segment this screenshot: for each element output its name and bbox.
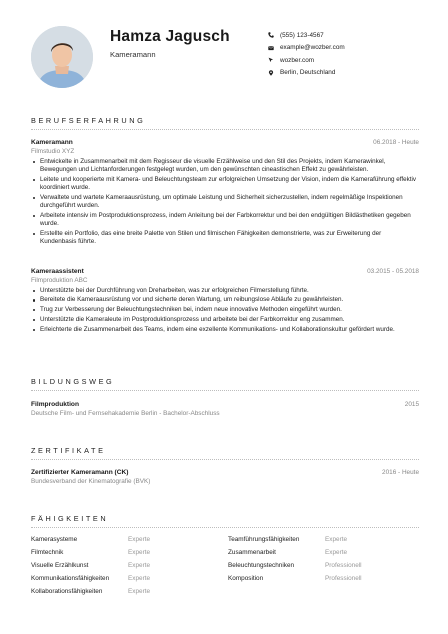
skill-level: Experte — [325, 536, 348, 543]
skill-level: Experte — [325, 549, 348, 556]
candidate-name: Hamza Jagusch — [110, 28, 230, 45]
skill-name: Komposition — [228, 575, 264, 582]
job-bullet: Trug zur Verbesserung der Beleuchtungstechniken bei, indem neue innovative Methoden eingeführt wurden. — [31, 306, 419, 314]
skill-name: Beleuchtungstechniken — [228, 562, 295, 569]
contact-list — [268, 29, 345, 79]
certificate-title: Zertifizierter Kameramann (CK) — [31, 469, 129, 476]
job-entry — [31, 139, 419, 248]
job-bullet: Erleichterte die Zusammenarbeit des Teams, indem eine exzellente Kommunikations- und Kollaborationskultur gefördert wurde. — [31, 326, 419, 334]
skill-name: Kamerasysteme — [31, 536, 78, 543]
job-bullet: Unterstützte die Kameraleute im Postproduktionsprozess und arbeitete bei der Farbkorrektur eng zusammen. — [31, 316, 419, 324]
skill-item — [228, 562, 362, 575]
job-title: Kameraassistent — [31, 268, 84, 275]
job-date: 03.2015 - 05.2018 — [367, 268, 419, 275]
education-date: 2015 — [404, 401, 419, 408]
skill-name: Kollaborationsfähigkeiten — [31, 588, 103, 595]
skill-item — [31, 588, 150, 601]
contact-website — [268, 54, 345, 67]
education-title: Filmproduktion — [31, 401, 79, 408]
skill-level: Experte — [128, 562, 151, 569]
education-heading: BILDUNGSWEG — [31, 377, 115, 386]
skill-item — [31, 549, 150, 562]
section-divider — [31, 459, 419, 460]
person-photo-icon — [31, 26, 93, 88]
skill-item — [31, 575, 150, 588]
job-company: Filmproduktion ABC — [31, 276, 88, 284]
skill-name: Zusammenarbeit — [228, 549, 276, 556]
job-bullet: Verwaltete und wartete Kameraausrüstung, um optimale Leistung und Sicherheit sicherzustellen, indem regelmäßige Inspektionen durchgeführt wurden. — [31, 194, 419, 210]
contact-location — [268, 67, 345, 80]
job-company: Filmstudio XYZ — [31, 147, 75, 155]
job-bullets — [31, 287, 419, 334]
skill-level: Professionell — [325, 562, 362, 569]
candidate-role: Kameramann — [110, 50, 156, 59]
job-bullet: Arbeitete intensiv im Postproduktionsprozess, indem Anleitung bei der Farbkorrektur und bei den endgültigen Bildästhetiken gegeben wurde. — [31, 212, 419, 228]
certificate-entry — [31, 469, 419, 485]
skill-level: Experte — [128, 588, 151, 595]
skill-item — [228, 536, 347, 549]
skill-item — [228, 549, 347, 562]
skill-name: Filmtechnik — [31, 549, 64, 556]
skill-level: Experte — [128, 549, 151, 556]
section-divider — [31, 129, 419, 130]
job-bullet: Leitete und kooperierte mit Kamera- und Beleuchtungsteam zur erfolgreichen Umsetzung der Vision, indem die Kameraführung effektiv koordiniert wurde. — [31, 176, 419, 192]
skill-item — [31, 562, 150, 575]
contact-phone-text: (555) 123-4567 — [280, 31, 324, 39]
job-bullet: Unterstützte bei der Durchführung von Dreharbeiten, was zur erfolgreichen Filmerstellung führte. — [31, 287, 419, 295]
certificate-issuer: Bundesverband der Kinematografie (BVK) — [31, 477, 151, 485]
contact-phone — [268, 29, 345, 42]
contact-location-text: Berlin, Deutschland — [280, 69, 336, 77]
certificates-heading: ZERTIFIKATE — [31, 446, 106, 455]
mail-icon — [268, 45, 280, 51]
skills-heading: FÄHIGKEITEN — [31, 514, 109, 523]
job-bullet: Entwickelte in Zusammenarbeit mit dem Regisseur die visuelle Erzählweise und den Stil des Projekts, indem Kamerawinkel, Bewegungen und Lichtanforderungen festgelegt wurden, um den gewünschten cineastischen Effekt zu gewährleisten. — [31, 158, 419, 174]
skill-item — [31, 536, 150, 549]
skill-level: Professionell — [325, 575, 362, 582]
job-entry — [31, 268, 419, 335]
job-bullet: Erstellte ein Portfolio, das eine breite Palette von Stilen und filmischen Fähigkeiten demonstrierte, was zur Erweiterung der Kundenbasis führte. — [31, 230, 419, 246]
job-date: 06.2018 - Heute — [373, 139, 419, 146]
education-institution: Deutsche Film- und Fernsehakademie Berlin - Bachelor-Abschluss — [31, 409, 220, 417]
section-divider — [31, 390, 419, 391]
avatar — [31, 26, 93, 88]
job-bullet: Bereitete die Kameraausrüstung vor und sicherte deren Wartung, um reibungslose Abläufe zu gewährleisten. — [31, 296, 419, 304]
experience-heading: BERUFSERFAHRUNG — [31, 116, 146, 125]
skill-level: Experte — [128, 536, 151, 543]
job-title: Kameramann — [31, 139, 73, 146]
skill-name: Kommunikationsfähigkeiten — [31, 575, 110, 582]
contact-website-text: wozber.com — [280, 56, 315, 64]
certificate-date: 2016 - Heute — [382, 469, 419, 476]
education-entry — [31, 401, 419, 417]
contact-email — [268, 42, 345, 55]
link-icon — [268, 57, 280, 63]
skill-item — [228, 575, 362, 588]
contact-email-text: example@wozber.com — [280, 44, 345, 52]
job-bullets — [31, 158, 419, 246]
skill-level: Experte — [128, 575, 151, 582]
phone-icon — [268, 32, 280, 38]
section-divider — [31, 527, 419, 528]
skill-name: Visuelle Erzählkunst — [31, 562, 89, 569]
location-icon — [268, 70, 280, 76]
skill-name: Teamführungsfähigkeiten — [228, 536, 300, 543]
